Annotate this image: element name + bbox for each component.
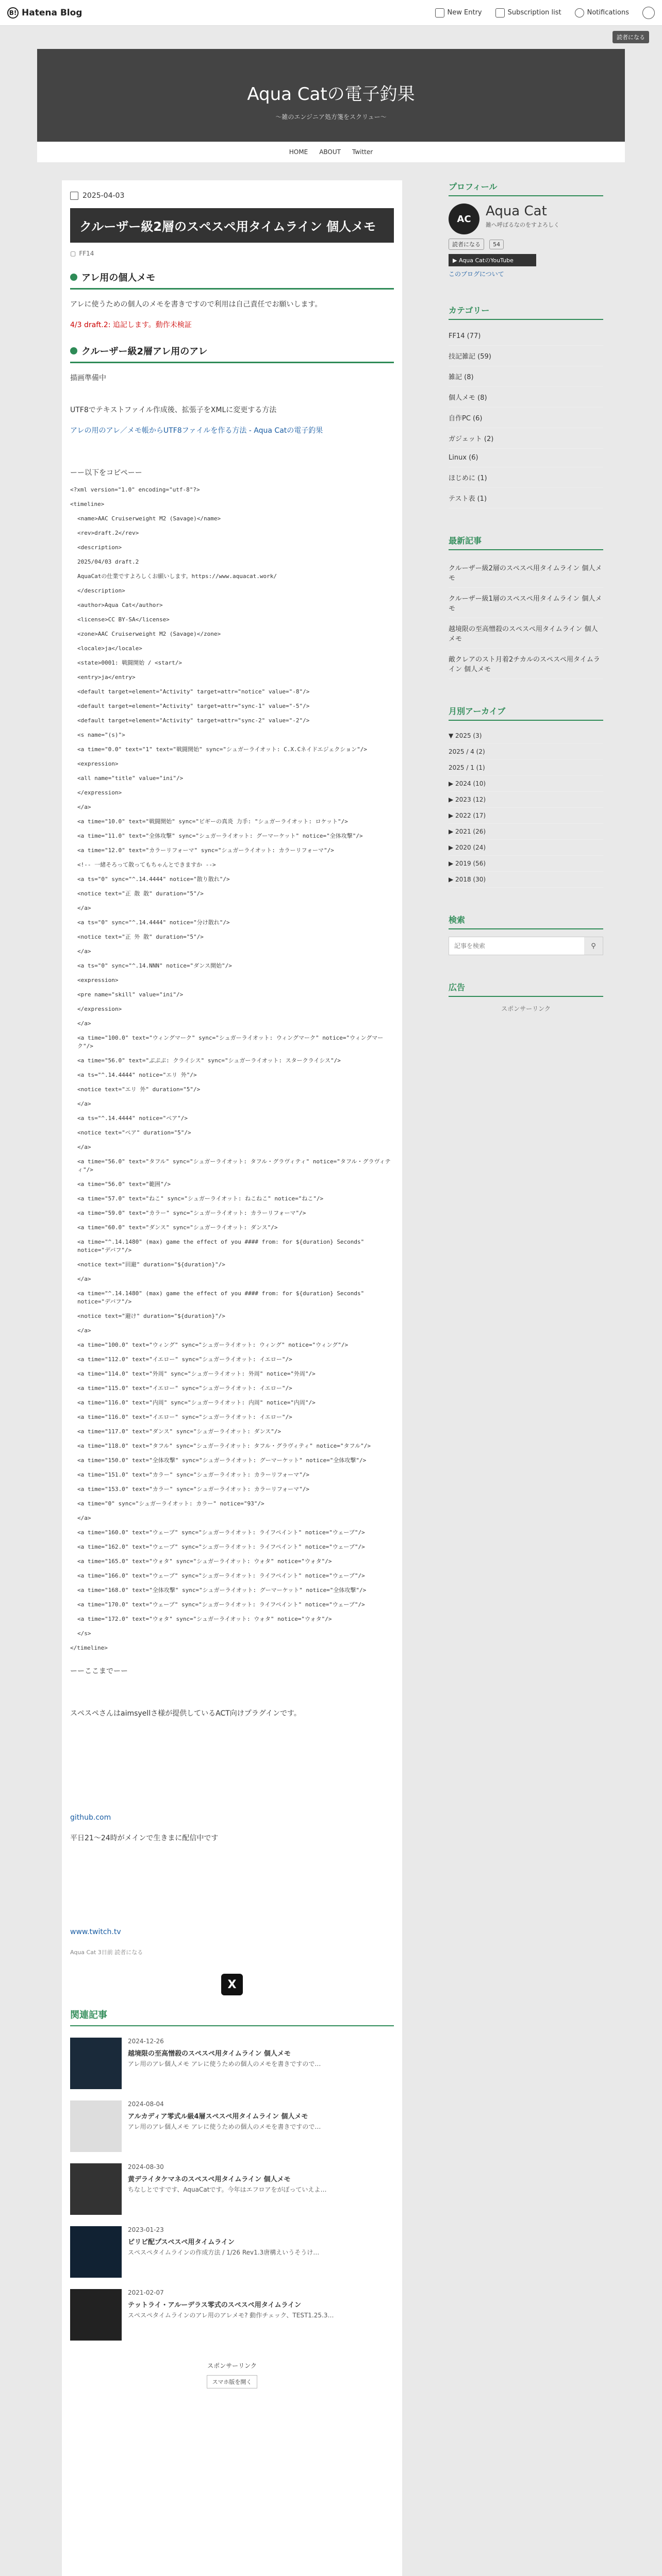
code-line: </s> (77, 1630, 91, 1637)
search-icon[interactable]: ⚲ (591, 942, 596, 950)
blog-title[interactable]: Aqua Catの電子釣果 (247, 84, 415, 105)
related-date: 2023-01-23 (128, 2226, 164, 2233)
sidebar (449, 180, 603, 1039)
code-line: <a time="12.0" text="カラーリフォーマ" sync="シュガーライオット: カラーリフォーマ"/> (77, 847, 334, 854)
new-entry-label: New Entry (447, 9, 482, 16)
code-line: <a time="56.0" text="ぶぷぷ: クライシス" sync="シュガーライオット: スタークライシス"/> (77, 1057, 341, 1064)
entry-notice: 4/3 draft.2: 追記します。動作未検証 (70, 321, 192, 329)
code-line: <notice text="エリ 外" duration="5"/> (77, 1086, 201, 1093)
code-line: <locale>ja</locale> (77, 645, 142, 652)
recent-item[interactable]: クルーザー級1層のスペスペ用タイムライン 個人メモ (449, 588, 603, 618)
archive-item[interactable]: ▶ 2022 (17) (449, 808, 603, 824)
entry-paragraph: アレに使うための個人のメモを書きですので利用は自己責任でお願いします。 (70, 300, 322, 309)
profile-description: 雑へ呼ばるなのをすよろしく (486, 222, 559, 228)
code-line: <a time="56.0" text="範囲"/> (77, 1181, 171, 1188)
list-icon (495, 8, 505, 18)
related-title[interactable]: 越境限の至高憎殺のスペスペ用タイムライン 個人メモ (128, 2050, 291, 2058)
archive-item[interactable]: ▶ 2020 (24) (449, 840, 603, 856)
code-line: </timeline> (70, 1645, 108, 1651)
code-line: <expression> (77, 977, 119, 984)
bell-icon (575, 8, 584, 18)
archive-item[interactable]: ▶ 2024 (10) (449, 776, 603, 792)
code-line: <all name="title" value="ini"/> (77, 775, 184, 782)
youtube-button[interactable]: ▶ Aqua CatのYouTube (449, 254, 536, 266)
code-line: </a> (77, 804, 91, 810)
code-line: </a> (77, 1515, 91, 1521)
smartphone-view-button[interactable]: スマホ版を開く (207, 2375, 258, 2388)
code-line: <entry>ja</entry> (77, 674, 136, 681)
about-blog-link[interactable]: このブログについて (449, 270, 504, 278)
profile-name[interactable]: Aqua Cat (486, 204, 547, 219)
archive-item[interactable]: ▶ 2021 (26) (449, 824, 603, 840)
recent-item[interactable]: 越境限の至高憎殺のスペスペ用タイムライン 個人メモ (449, 618, 603, 649)
section-heading (70, 344, 394, 363)
code-line: <a time="0" sync="シュガーライオット: カラー" notice="93"/> (77, 1500, 264, 1507)
new-entry-button[interactable] (435, 8, 482, 18)
hatena-logo-text: Hatena Blog (22, 7, 82, 18)
code-line: <a time="56.0" text="タフル" sync="シュガーライオット: タフル・グラヴィティ" notice="タフル・グラヴィティ"/> (77, 1158, 391, 1173)
entry-link (70, 425, 394, 436)
subscription-label: Subscription list (507, 9, 561, 16)
code-line: <expression> (77, 760, 119, 767)
profile-avatar[interactable]: AC (449, 204, 479, 234)
related-date: 2024-08-04 (128, 2100, 164, 2108)
code-line: </a> (77, 905, 91, 911)
related-item[interactable] (70, 2100, 394, 2152)
profile-module (449, 180, 603, 278)
sponsor-label: スポンサーリンク (207, 2362, 257, 2369)
related-thumbnail[interactable] (70, 2163, 122, 2215)
code-line: <default target=element="Activity" target=attr="sync-2" value="-2"/> (77, 717, 310, 724)
recent-item[interactable]: 敵クレアのスト月着2チカルのスペスペ用タイムライン 個人メモ (449, 649, 603, 679)
ad-label: スポンサーリンク (501, 1005, 551, 1012)
bullet-icon (70, 274, 77, 281)
recent-module (449, 534, 603, 679)
category-list (449, 327, 603, 509)
code-line: <state>0001: 戦闘開始 / <start/> (77, 659, 182, 666)
archive-list (449, 728, 603, 888)
code-line: <!-- 一緒そろって散ってもちゃんとできますか --> (77, 861, 216, 868)
archive-item[interactable]: 2025 / 1 (1) (449, 760, 603, 776)
code-line: <pre name="skill" value="ini"/> (77, 991, 184, 998)
bullet-icon (70, 347, 77, 354)
code-line: <a time="^.14.1480" (max) game the effect of you #### from: for ${duration} Seconds" notice="デバフ"/> (77, 1239, 365, 1253)
code-line: </expression> (77, 789, 122, 796)
code-line: <a time="59.0" text="カラー" sync="シュガーライオット: カラーリフォーマ"/> (77, 1210, 306, 1216)
pencil-icon (435, 8, 444, 18)
archive-item[interactable]: ▶ 2019 (56) (449, 856, 603, 872)
category-item[interactable]: ほじめに (1) (449, 467, 603, 488)
related-item[interactable] (70, 2163, 394, 2215)
code-line: 2025/04/03 draft.2 (77, 558, 139, 565)
code-line: <a ts="^.14.4444" notice="エリ 外"/> (77, 1072, 197, 1078)
code-line: <a ts="0" sync="^.14.NNN" notice="ダンス開始"/> (77, 962, 232, 969)
code-line: <a time="116.0" text="内周" sync="シュガーライオット: 内周" notice="内周"/> (77, 1399, 316, 1406)
code-line: <a time="170.0" text="ウェーブ" sync="シュガーライオット: ライフペイント" notice="ウェーブ"/> (77, 1601, 365, 1608)
search-heading: 検索 (449, 913, 603, 929)
code-line: <a time="166.0" text="ウェーブ" sync="シュガーライオット: ライフペイント" notice="ウェーブ"/> (77, 1572, 365, 1579)
code-line: <a time="116.0" text="イエロー" sync="シュガーライオット: イエロー"/> (77, 1414, 292, 1420)
x-icon: X (227, 1978, 237, 1991)
entry-category-label: FF14 (79, 250, 94, 257)
utf8-article-link[interactable]: アレの用のアレ／メモ帳からUTF8ファイルを作る方法 - Aqua Catの電子釣果 (70, 427, 323, 435)
code-line: </a> (77, 1144, 91, 1150)
code-line: <a time="0.0" text="1" text="戦闘開始" sync="シュガーライオット: C.X.Cネイドエジェクション"/> (77, 746, 367, 753)
code-line: <name>AAC Cruiserweight M2 (Savage)</name> (77, 515, 221, 522)
search-input[interactable] (449, 937, 584, 955)
code-line: </a> (77, 1276, 91, 1282)
section-heading (70, 270, 394, 290)
code-line: <s name="(s)"> (77, 732, 125, 738)
code-line: </a> (77, 948, 91, 955)
code-line: <notice text="ペア" duration="5"/> (77, 1129, 191, 1136)
x-share-button[interactable] (221, 1974, 243, 1995)
code-line: AquaCatの仕業ですよろしくお願いします。https://www.aquacat.work/ (77, 573, 277, 580)
code-line: <a time="10.0" text="戦闘開始" sync="ビギーの真炎 力手: "シュガーライオット: ロケット"/> (77, 818, 348, 825)
code-line: <notice text="正 外 散" duration="5"/> (77, 934, 204, 940)
recent-list (449, 557, 603, 679)
copy-start-label: ーー以下をコピペーー (70, 469, 142, 477)
timeline-code-block[interactable] (70, 486, 394, 1652)
related-excerpt: アレ用のアレ個人メモ アレに使うための個人のメモを書きですので… (128, 2060, 321, 2067)
code-line: <a time="117.0" text="ダンス" sync="シュガーライオット: ダンス"/> (77, 1428, 282, 1435)
subscribe-button[interactable]: 読者になる (449, 239, 484, 250)
code-line: <description> (77, 544, 122, 551)
code-line: </a> (77, 1100, 91, 1107)
related-date: 2024-12-26 (128, 2038, 164, 2045)
recent-item[interactable]: クルーザー級2層のスペスペ用タイムライン 個人メモ (449, 557, 603, 588)
code-line: <a ts="0" sync="^.14.4444" notice="分け散れ"/> (77, 919, 230, 926)
nav-home[interactable]: HOME (289, 148, 308, 156)
notifications-button[interactable] (575, 8, 629, 18)
code-line: <a time="^.14.1480" (max) game the effect of you #### from: for ${duration} Seconds" notice="デバフ"/> (77, 1290, 365, 1305)
related-excerpt: ちなしとですです、AquaCatです。今年はエフロアをがぼっていえよ… (128, 2186, 327, 2193)
code-line: <a time="100.0" text="ウィング" sync="シュガーライオット: ウィング" notice="ウィング"/> (77, 1342, 349, 1348)
archive-item[interactable]: ▶ 2018 (30) (449, 872, 603, 888)
user-avatar[interactable] (642, 7, 655, 19)
code-line: <a time="153.0" text="カラー" sync="シュガーライオット: カラーリフォーマ"/> (77, 1486, 310, 1493)
subscribe-tooltip[interactable]: 読者になる (613, 31, 649, 43)
archive-item[interactable]: 2025 / 4 (2) (449, 744, 603, 760)
code-line: <a time="150.0" text="全体攻撃" sync="シュガーライオット: グーマーケット" notice="全体攻撃"/> (77, 1457, 367, 1464)
code-line: <a ts="0" sync="^.14.4444" notice="散り散れ"/> (77, 876, 230, 883)
code-line: <license>CC BY-SA</license> (77, 616, 170, 623)
search-module (449, 913, 603, 955)
code-line: <a ts="^.14.4444" notice="ペア"/> (77, 1115, 188, 1122)
ad-heading: 広告 (449, 981, 603, 997)
related-heading: 関連記事 (70, 2008, 394, 2026)
code-line: </expression> (77, 1006, 122, 1012)
archive-heading: 月別アーカイブ (449, 705, 603, 721)
hatena-logo-icon: B! (7, 7, 19, 19)
archive-item[interactable]: ▼ 2025 (3) (449, 728, 603, 744)
twitch-link[interactable]: www.twitch.tv (70, 1928, 121, 1936)
github-link[interactable]: github.com (70, 1814, 111, 1822)
category-item[interactable]: 技記雑記 (59) (449, 346, 603, 366)
category-item[interactable]: 雑記 (8) (449, 366, 603, 387)
code-line: </description> (77, 587, 125, 594)
code-line: <?xml version="1.0" encoding="utf-8"?> (70, 486, 200, 493)
related-thumbnail[interactable] (70, 2100, 122, 2152)
related-thumbnail[interactable] (70, 2226, 122, 2278)
category-item[interactable]: ガジェット (2) (449, 428, 603, 449)
code-line: <a time="112.0" text="イエロー" sync="シュガーライオット: イエロー"/> (77, 1356, 292, 1363)
entry-footer: Aqua Cat 3日前 読者になる (70, 1949, 143, 1956)
global-nav (37, 142, 625, 162)
code-line: <a time="160.0" text="ウェーブ" sync="シュガーライオット: ライフペイント" notice="ウェーブ"/> (77, 1529, 365, 1536)
code-line: <a time="57.0" text="ねこ" sync="シュガーライオット: ねこねこ" notice="ねこ"/> (77, 1195, 324, 1202)
hatena-topbar (0, 0, 662, 26)
profile-heading: プロフィール (449, 180, 603, 196)
entry-article (62, 180, 402, 2576)
code-line: <a time="118.0" text="タフル" sync="シュガーライオット: タフル・グラヴィティ" notice="タフル"/> (77, 1443, 371, 1449)
code-line: <author>Aqua Cat</author> (77, 602, 163, 608)
nav-twitter[interactable]: Twitter (352, 148, 373, 156)
copy-end-label: ーーここまでーー (70, 1667, 128, 1675)
entry-paragraph: UTF8でテキストファイル作成後、拡張子をXMLに変更する方法 (70, 406, 277, 414)
share-buttons (70, 1974, 394, 1995)
related-thumbnail[interactable] (70, 2038, 122, 2089)
category-item[interactable]: Linux (6) (449, 449, 603, 467)
related-title[interactable]: アルカディア零式ル級4層スペスペ用タイムライン 個人メモ (128, 2113, 308, 2121)
blog-header (37, 49, 625, 142)
hatena-blog-logo[interactable] (7, 7, 82, 19)
code-line: <a time="114.0" text="外周" sync="シュガーライオット: 外周" notice="外周"/> (77, 1370, 316, 1377)
category-module (449, 304, 603, 509)
entry-paragraph: 描画準備中 (70, 374, 106, 382)
related-title[interactable]: ピリビ配プスペスペ用タイムライン (128, 2239, 235, 2246)
category-item[interactable]: テスト表 (1) (449, 488, 603, 509)
related-excerpt: スペスペタイムラインの作成方法 / 1/26 Rev1.3唐構えいうそうけ… (128, 2249, 320, 2256)
related-title[interactable]: テットライ・アルーデラス零式のスペスペ用タイムライン (128, 2301, 302, 2309)
related-thumbnail[interactable] (70, 2289, 122, 2341)
entry-title[interactable]: クルーザー級2層のスペスペ用タイムライン 個人メモ (70, 208, 394, 243)
folder-icon: ▢ (70, 250, 76, 257)
related-item[interactable] (70, 2289, 394, 2341)
code-line: <a time="172.0" text="ウォタ" sync="シュガーライオット: ウォタ" notice="ウォタ"/> (77, 1616, 332, 1622)
code-line: <a time="11.0" text="全体攻撃" sync="シュガーライオット: グーマーケット" notice="全体攻撃"/> (77, 833, 363, 839)
entry-date[interactable] (70, 192, 394, 200)
entry-paragraph: 平日21〜24時がメインで生きまに配信中です (70, 1834, 219, 1842)
category-item[interactable]: FF14 (77) (449, 327, 603, 346)
code-line: <notice text="正 散 散" duration="5"/> (77, 890, 204, 897)
code-line: <default target=element="Activity" target=attr="sync-1" value="-5"/> (77, 703, 310, 709)
related-date: 2024-08-30 (128, 2163, 164, 2171)
archive-module (449, 705, 603, 888)
code-line: <a time="151.0" text="カラー" sync="シュガーライオット: カラーリフォーマ"/> (77, 1471, 310, 1478)
entry-category[interactable] (70, 250, 394, 257)
related-excerpt: アレ用のアレ個人メモ アレに使うための個人のメモを書きですので… (128, 2123, 321, 2130)
blog-subtitle: 〜雑のエンジニア処方箋をスクリュー〜 (275, 113, 387, 121)
code-line: <notice text="回避" duration="${duration}"/> (77, 1261, 225, 1268)
nav-about[interactable]: ABOUT (319, 148, 341, 156)
subscriber-count: 54 (489, 240, 504, 249)
related-item[interactable] (70, 2226, 394, 2278)
recent-heading: 最新記事 (449, 534, 603, 550)
code-line: <a time="162.0" text="ウェーブ" sync="シュガーライオット: ライフペイント" notice="ウェーブ"/> (77, 1544, 365, 1550)
archive-item[interactable]: ▶ 2023 (12) (449, 792, 603, 808)
subscription-list-button[interactable] (495, 8, 561, 18)
code-line: </a> (77, 1327, 91, 1334)
section-heading-text: クルーザー級2層アレ用のアレ (81, 346, 208, 357)
notifications-label: Notifications (587, 9, 629, 16)
related-title[interactable]: 黄デライタケマネのスペスペ用タイムライン 個人メモ (128, 2176, 291, 2183)
related-date: 2021-02-07 (128, 2289, 164, 2296)
section-heading-text: アレ用の個人メモ (81, 273, 156, 283)
code-line: <rev>draft.2</rev> (77, 530, 139, 536)
calendar-icon (70, 192, 78, 200)
code-line: <default target=element="Activity" target=attr="notice" value="-8"/> (77, 688, 310, 695)
entry-date-text: 2025-04-03 (82, 192, 125, 200)
code-line: <a time="168.0" text="全体攻撃" sync="シュガーライオット: グーマーケット" notice="全体攻撃"/> (77, 1587, 367, 1594)
category-item[interactable]: 個人メモ (8) (449, 387, 603, 408)
code-line: <a time="100.0" text="ウィングマーク" sync="シュガーライオット: ウィングマーク" notice="ウィングマーク"/> (77, 1035, 384, 1049)
code-line: </a> (77, 1020, 91, 1027)
related-list (70, 2038, 394, 2341)
code-line: <a time="60.0" text="ダンス" sync="シュガーライオット: ダンス"/> (77, 1224, 278, 1231)
code-line: <zone>AAC Cruiserweight M2 (Savage)</zone> (77, 631, 221, 637)
category-item[interactable]: 自作PC (6) (449, 408, 603, 428)
search-box (449, 937, 603, 955)
code-line: <a time="115.0" text="イエロー" sync="シュガーライオット: イエロー"/> (77, 1385, 292, 1392)
related-item[interactable] (70, 2038, 394, 2089)
category-heading: カテゴリー (449, 304, 603, 320)
entry-paragraph: スペスペさんはaimsyellさ様が提供しているACT向けプラグインです。 (70, 1709, 301, 1718)
code-line: <timeline> (70, 501, 105, 507)
code-line: <notice text="避け" duration="${duration}"/> (77, 1313, 225, 1319)
ad-module (449, 981, 603, 1013)
related-excerpt: スペスペタイムラインのアレ用のアレメモ? 動作チェック、TEST1.25.3… (128, 2312, 334, 2319)
code-line: <a time="165.0" text="ウォタ" sync="シュガーライオット: ウォタ" notice="ウォタ"/> (77, 1558, 332, 1565)
